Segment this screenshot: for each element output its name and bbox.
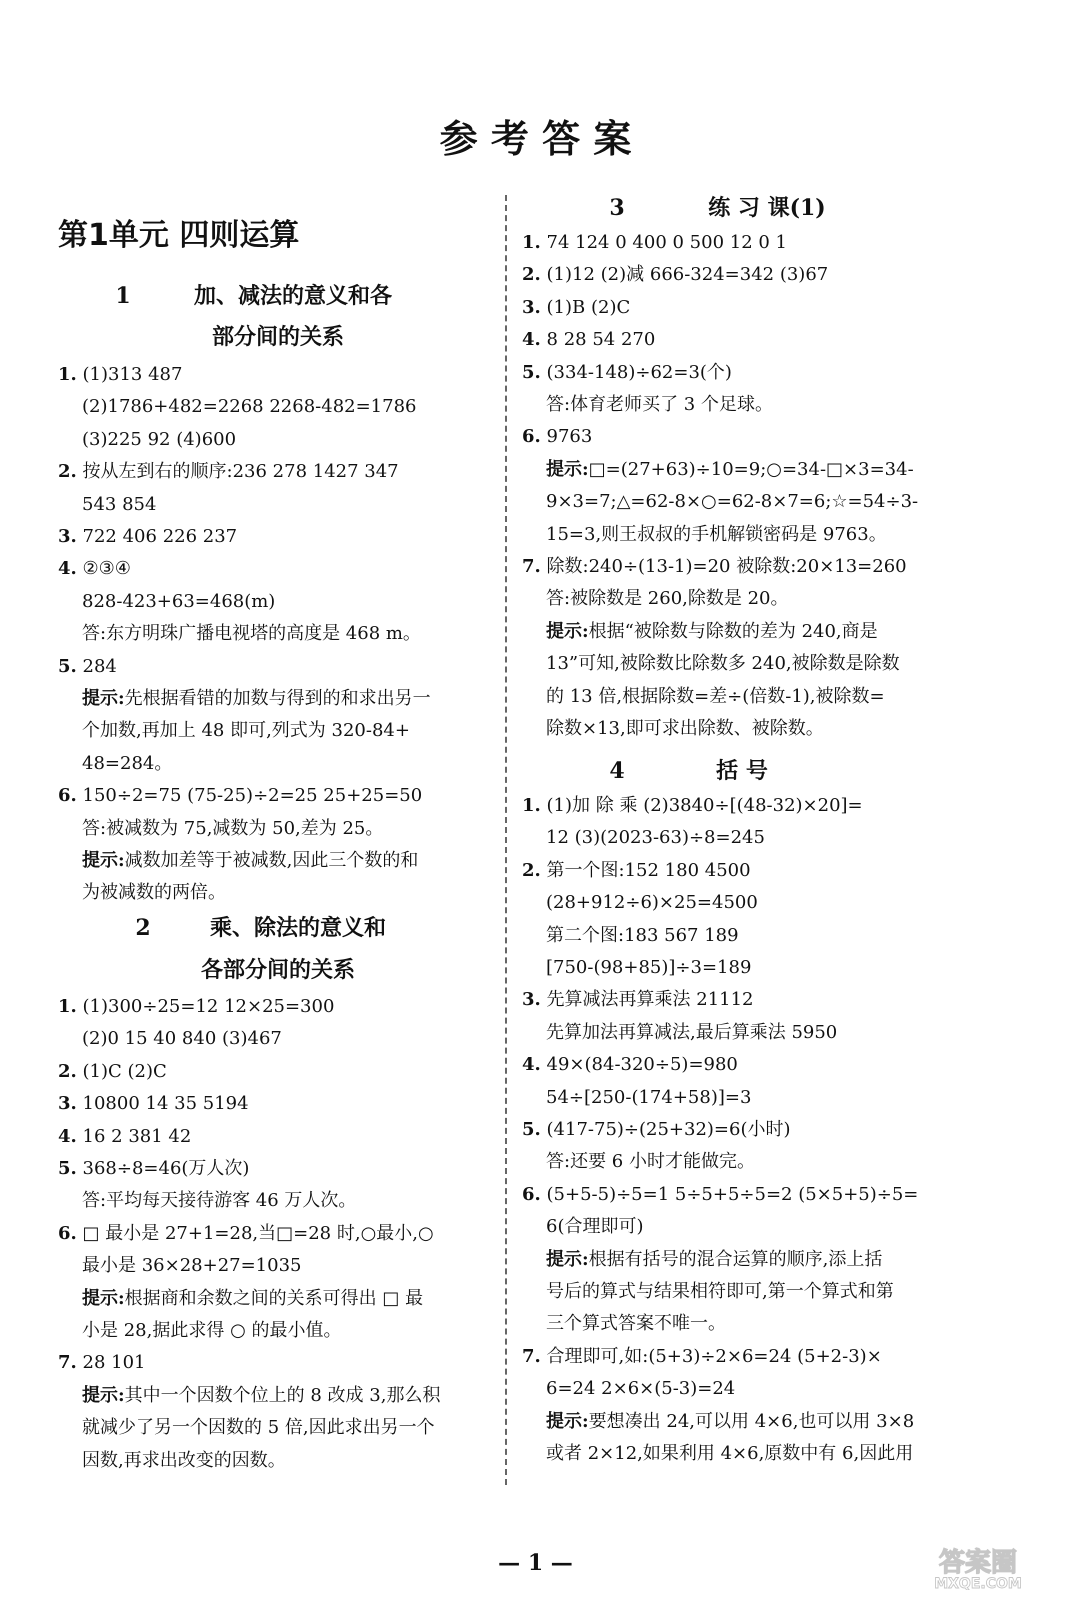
answer-text: 先根据看错的加数与得到的和求出另一	[124, 688, 431, 709]
question-number: 2.	[522, 264, 541, 286]
answer-text: 答:体育老师买了 3 个足球。	[546, 394, 773, 415]
answer-text: (417-75)÷(25+32)=6(小时)	[546, 1119, 791, 1140]
page-title: 参 考 答 案	[439, 117, 632, 161]
answer-line	[546, 392, 773, 418]
answer-text: 其中一个因数个位上的 8 改成 3,那么积	[124, 1384, 441, 1406]
answer-text: 722 406 226 237	[82, 526, 238, 547]
answer-line	[522, 1182, 918, 1208]
hint-label: 提示:	[82, 1287, 125, 1309]
answer-text: 828-423+63=468(m)	[82, 590, 276, 612]
answer-line	[82, 880, 226, 906]
answer-text: 6(合理即可)	[546, 1216, 644, 1238]
answer-line	[82, 1415, 435, 1441]
question-number: 1.	[58, 364, 77, 385]
answer-line	[82, 751, 172, 777]
answer-line	[546, 1441, 913, 1467]
answer-line	[58, 1091, 249, 1117]
answer-text: (2)0 15 40 840 (3)467	[82, 1028, 282, 1050]
answer-text: 48=284。	[82, 752, 173, 774]
answer-text: 按从左到右的顺序:236 278 1427 347	[82, 461, 399, 483]
answer-line	[546, 825, 765, 851]
answer-text: (1)300÷25=12 12×25=300	[82, 996, 335, 1017]
answer-text: (28+912÷6)×25=4500	[546, 892, 758, 914]
answer-text: 9763	[546, 426, 593, 448]
answer-line	[82, 1318, 342, 1344]
answer-line	[546, 1085, 751, 1111]
hint-label: 提示:	[546, 620, 589, 642]
hint-label: 提示:	[546, 458, 589, 480]
question-number: 6.	[58, 785, 77, 807]
question-number: 1.	[58, 996, 77, 1017]
hint-label: 提示:	[82, 850, 125, 871]
answer-line	[82, 621, 421, 647]
question-number: 2.	[58, 461, 77, 483]
answer-text: 答:东方明珠广播电视塔的高度是 468 m。	[82, 623, 421, 645]
answer-line	[522, 1117, 791, 1143]
answer-text: 根据“被除数与除数的差为 240,商是	[588, 620, 878, 642]
answer-line	[522, 987, 754, 1013]
answer-line	[58, 1059, 167, 1085]
answer-text: 答:被除数是 260,除数是 20。	[546, 588, 789, 610]
answer-text: (1)B (2)C	[546, 296, 631, 318]
answer-text: 就减少了另一个因数的 5 倍,因此求出另一个	[82, 1417, 435, 1439]
answer-line	[58, 783, 422, 809]
answer-text: 13”可知,被除数比除数多 240,被除数是除数	[546, 653, 900, 675]
question-number: 4.	[58, 558, 77, 580]
answer-text: 个加数,再加上 48 即可,列式为 320-84+	[82, 720, 410, 742]
question-number: 3.	[522, 296, 541, 318]
answer-text: 号后的算式与结果相符即可,第一个算式和第	[546, 1281, 894, 1302]
answer-line	[546, 1279, 894, 1305]
watermark-logo	[900, 1545, 1055, 1590]
answer-text: 28 101	[82, 1352, 146, 1374]
answer-text: (1)加 除 乘 (2)3840÷[(48-32)×20]=	[546, 795, 863, 816]
answer-line	[546, 1149, 755, 1175]
answer-line	[58, 1156, 249, 1182]
question-number: 1.	[522, 232, 541, 253]
question-number: 6.	[522, 426, 541, 448]
answer-text: 或者 2×12,如果利用 4×6,原数中有 6,因此用	[546, 1443, 914, 1464]
answer-text: 先算加法再算减法,最后算乘法 5950	[546, 1021, 838, 1043]
question-number: 2.	[522, 859, 541, 881]
answer-line	[546, 1409, 914, 1435]
answer-line	[546, 1376, 735, 1402]
answer-text: 减数加差等于被减数,因此三个数的和	[124, 850, 419, 871]
answer-line	[546, 923, 739, 949]
answer-line	[58, 556, 131, 582]
answer-text: (1)313 487	[82, 364, 183, 385]
section-1-number: 1	[115, 283, 131, 309]
answer-line	[82, 1286, 423, 1312]
column-divider	[505, 195, 507, 1485]
question-number: 7.	[522, 1345, 541, 1367]
answer-line	[58, 1124, 191, 1150]
answer-line	[522, 262, 828, 288]
answer-text: (3)225 92 (4)600	[82, 428, 237, 450]
answer-line	[522, 230, 787, 256]
unit-title: 第1单元 四则运算	[58, 218, 300, 253]
answer-line	[82, 427, 236, 453]
answer-line	[82, 1026, 282, 1052]
answer-text: 的 13 倍,根据除数=差÷(倍数-1),被除数=	[546, 685, 885, 707]
answer-line	[58, 362, 182, 388]
answer-line	[522, 1052, 738, 1078]
answer-line	[82, 1383, 440, 1409]
page-number: — 1 —	[498, 1550, 573, 1576]
hint-label: 提示:	[546, 1410, 589, 1432]
answer-text: 6=24 2×6×(5-3)=24	[546, 1378, 736, 1400]
answer-line	[82, 718, 410, 744]
question-number: 6.	[522, 1183, 541, 1205]
answer-text: (1)12 (2)减 666-324=342 (3)67	[546, 264, 829, 286]
question-number: 7.	[522, 556, 541, 577]
hint-label: 提示:	[546, 1248, 589, 1270]
section-1-title: 加、减法的意义和各	[193, 283, 392, 309]
answer-text: 根据有括号的混合运算的顺序,添上括	[588, 1248, 883, 1270]
answer-text: 因数,再求出改变的因数。	[82, 1449, 286, 1471]
answer-text: 小是 28,据此求得 ○ 的最小值。	[82, 1320, 342, 1341]
answer-text: [750-(98+85)]÷3=189	[546, 957, 752, 978]
answer-line	[546, 1311, 726, 1337]
question-number: 5.	[522, 1119, 541, 1140]
answer-line	[82, 589, 275, 615]
question-number: 5.	[58, 655, 77, 677]
question-number: 5.	[522, 361, 541, 383]
question-number: 3.	[58, 1093, 77, 1115]
answer-text: 答:被减数为 75,减数为 50,差为 25。	[82, 817, 384, 839]
answer-line	[58, 524, 237, 550]
watermark-line2: MXQE.COM	[934, 1576, 1022, 1590]
answer-line	[522, 295, 630, 321]
answer-text: 49×(84-320÷5)=980	[546, 1054, 738, 1076]
question-number: 3.	[58, 526, 77, 547]
answer-text: (1)C (2)C	[82, 1060, 167, 1082]
answer-text: 15=3,则王叔叔的手机解锁密码是 9763。	[546, 523, 887, 545]
answer-text: (5+5-5)÷5=1 5÷5+5÷5=2 (5×5+5)÷5=	[546, 1183, 919, 1205]
section-2-number: 2	[135, 915, 151, 941]
answer-line	[58, 654, 117, 680]
answer-line	[522, 554, 907, 580]
question-number: 4.	[522, 1054, 541, 1076]
answer-line	[546, 651, 900, 677]
answer-line	[58, 994, 334, 1020]
section-3-number: 3	[609, 195, 625, 221]
answer-line	[82, 816, 383, 842]
answer-line	[82, 1188, 356, 1214]
question-number: 6.	[58, 1222, 77, 1244]
answer-line	[522, 1344, 882, 1370]
answer-text: 74 124 0 400 0 500 12 0 1	[546, 232, 787, 253]
question-number: 4.	[58, 1125, 77, 1147]
answer-text: 150÷2=75 (75-25)÷2=25 25+25=50	[82, 785, 423, 807]
answer-line	[82, 492, 156, 518]
question-number: 3.	[522, 989, 541, 1011]
answer-line	[546, 1214, 644, 1240]
answer-line	[522, 793, 863, 819]
answer-text: □ 最小是 27+1=28,当□=28 时,○最小,○	[82, 1222, 434, 1244]
answer-line	[58, 1350, 146, 1376]
answer-line	[58, 1221, 434, 1247]
answer-line	[546, 522, 887, 548]
answer-text: 543 854	[82, 493, 157, 515]
hint-label: 提示:	[82, 1384, 125, 1406]
answer-line	[522, 360, 732, 386]
answer-text: 第一个图:152 180 4500	[546, 859, 751, 881]
answer-text: 合理即可,如:(5+3)÷2×6=24 (5+2-3)×	[546, 1345, 882, 1367]
answer-text: 为被减数的两倍。	[82, 882, 226, 904]
answer-line	[546, 1247, 882, 1273]
answer-text: (334-148)÷62=3(个)	[546, 361, 732, 383]
answer-text: 9×3=7;△=62-8×○=62-8×7=6;☆=54÷3-	[546, 491, 919, 513]
answer-line	[546, 457, 914, 483]
question-number: 7.	[58, 1352, 77, 1374]
answer-line	[82, 394, 417, 420]
answer-text: 12 (3)(2023-63)÷8=245	[546, 827, 765, 849]
section-4-title: 括 号	[716, 758, 768, 784]
answer-text: 除数:240÷(13-1)=20 被除数:20×13=260	[546, 556, 907, 577]
answer-line	[58, 459, 399, 485]
section-2-title: 乘、除法的意义和	[209, 915, 386, 941]
watermark-line1: 答案圈	[938, 1548, 1018, 1578]
answer-text: 第二个图:183 567 189	[546, 924, 739, 946]
answer-text: 最小是 36×28+27=1035	[82, 1255, 302, 1277]
answer-text: 54÷[250-(174+58)]=3	[546, 1086, 752, 1108]
answer-line	[546, 716, 824, 742]
answer-text: 答:平均每天接待游客 46 万人次。	[82, 1190, 357, 1212]
answer-line	[546, 619, 878, 645]
answer-text: □=(27+63)÷10=9;○=34-□×3=34-	[588, 458, 914, 480]
answer-line	[522, 424, 592, 450]
answer-line	[82, 1253, 302, 1279]
answer-line	[546, 890, 758, 916]
section-1-title-line2: 部分间的关系	[211, 324, 344, 350]
answer-line	[546, 684, 885, 710]
answer-text: 根据商和余数之间的关系可得出 □ 最	[124, 1287, 424, 1309]
answer-text: 8 28 54 270	[546, 329, 656, 351]
hint-label: 提示:	[82, 688, 125, 709]
answer-text: 先算减法再算乘法 21112	[546, 989, 754, 1011]
answer-line	[82, 1448, 286, 1474]
answer-text: 284	[82, 655, 117, 677]
answer-text: (2)1786+482=2268 2268-482=1786	[82, 396, 417, 418]
question-number: 5.	[58, 1158, 77, 1179]
answer-text: 16 2 381 42	[82, 1125, 192, 1147]
answer-text: ②③④	[82, 558, 131, 580]
answer-line	[546, 489, 918, 515]
question-number: 4.	[522, 329, 541, 351]
answer-line	[82, 686, 431, 712]
answer-line	[522, 858, 751, 884]
answer-text: 10800 14 35 5194	[82, 1093, 249, 1115]
answer-line	[522, 327, 655, 353]
answer-line	[82, 848, 418, 874]
answer-line	[546, 586, 789, 612]
section-4-number: 4	[609, 758, 625, 784]
question-number: 1.	[522, 795, 541, 816]
answer-line	[546, 1020, 837, 1046]
section-3-title: 练 习 课(1)	[708, 195, 826, 221]
answer-text: 除数×13,即可求出除数、被除数。	[546, 718, 824, 739]
answer-text: 答:还要 6 小时才能做完。	[546, 1151, 755, 1173]
question-number: 2.	[58, 1060, 77, 1082]
answer-text: 368÷8=46(万人次)	[82, 1158, 250, 1179]
answer-text: 三个算式答案不唯一。	[546, 1313, 726, 1335]
section-2-title-line2: 各部分间的关系	[200, 957, 355, 983]
answer-text: 要想凑出 24,可以用 4×6,也可以用 3×8	[588, 1410, 915, 1432]
answer-line	[546, 955, 751, 981]
